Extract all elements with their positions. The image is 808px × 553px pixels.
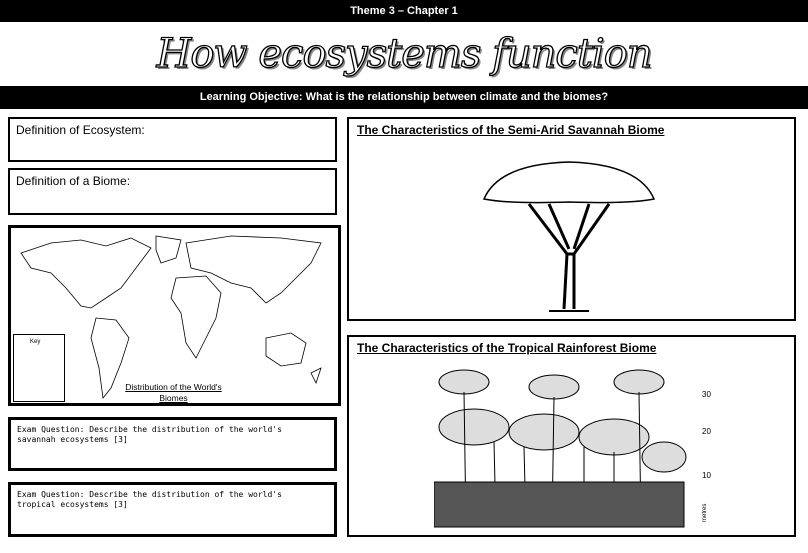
map-caption-line2: Biomes [159,393,188,403]
scale-unit: metres [702,503,708,522]
scale-10: 10 [702,471,711,480]
biome-definition-box[interactable] [8,168,337,215]
scale-20: 20 [702,427,711,436]
savannah-heading: The Characteristics of the Semi-Arid Savannah Biome [357,123,665,137]
biome-definition-label: Definition of a Biome: [16,174,131,188]
scale-30: 30 [702,390,711,399]
height-scale [702,390,720,522]
rainforest-heading: The Characteristics of the Tropical Rainforest Biome [357,341,657,355]
rainforest-box[interactable] [347,335,796,537]
savannah-box[interactable] [347,117,796,321]
map-key-label: Key [30,339,41,345]
exam-question-savannah: Exam Question: Describe the distribution of the world's savannah ecosystems [3] [17,425,282,444]
theme-header: Theme 3 – Chapter 1 [0,0,808,22]
rainforest-illustration [434,367,694,532]
map-key-box[interactable] [13,334,65,402]
acacia-tree-illustration [479,154,659,314]
ecosystem-definition-box[interactable] [8,117,337,162]
world-map-box [8,225,341,406]
learning-objective: Learning Objective: What is the relationship between climate and the biomes? [0,86,808,109]
map-caption-line1: Distribution of the World's [125,382,222,392]
exam-question-tropical: Exam Question: Describe the distribution of the world's tropical ecosystems [3] [17,490,282,509]
page-title: How ecosystems function [156,31,652,77]
exam-question-savannah-box[interactable] [8,417,337,471]
map-caption [101,382,246,404]
exam-question-tropical-box[interactable] [8,482,337,537]
ecosystem-definition-label: Definition of Ecosystem: [16,123,145,137]
